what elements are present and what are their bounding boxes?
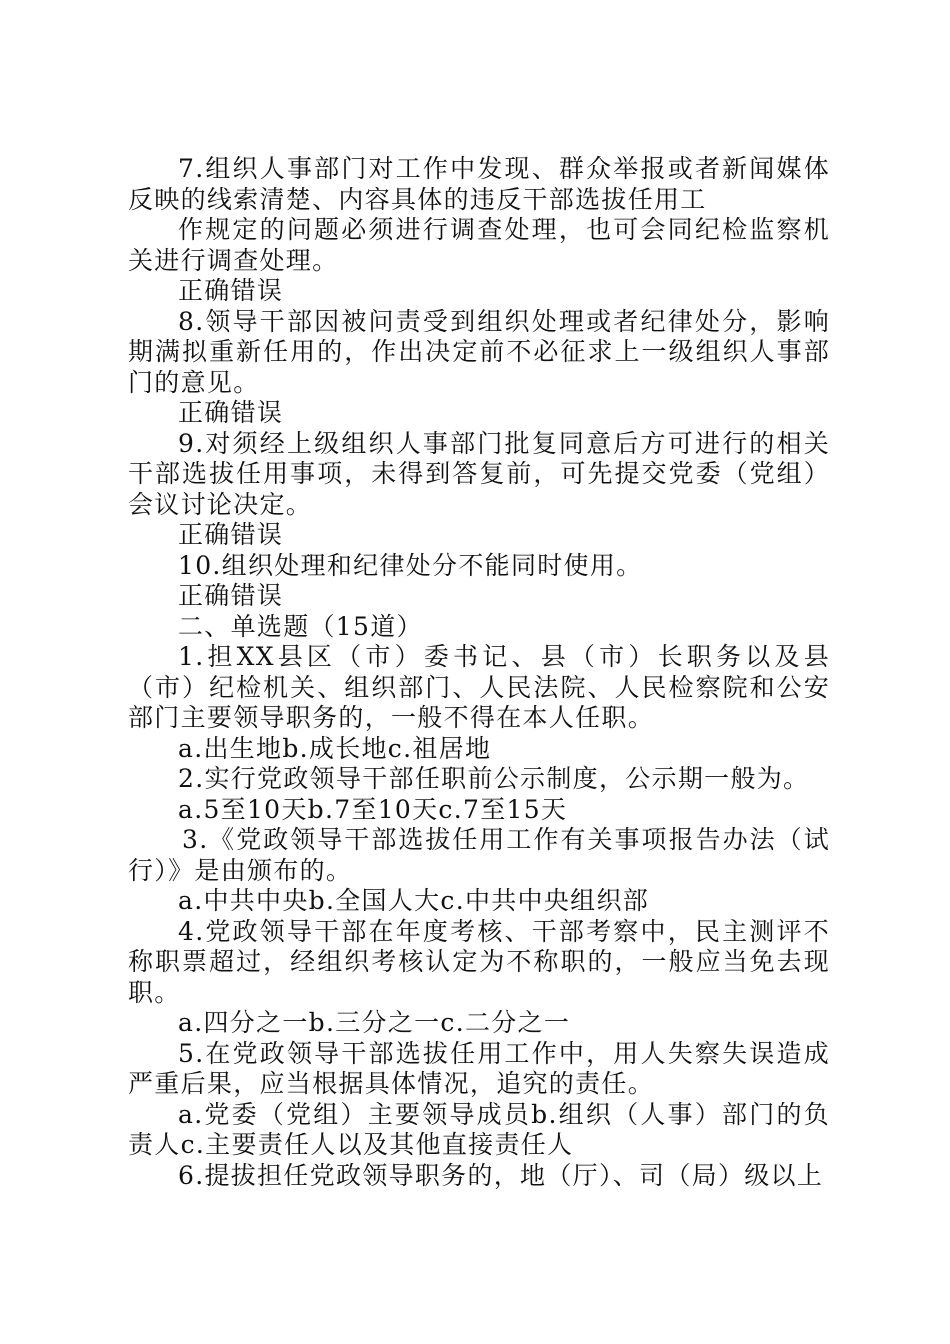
mc-options-2: a.5至10天b.7至10天c.7至15天 (178, 794, 568, 824)
document-body (128, 154, 830, 1191)
question-10: 10.组织处理和纪律处分不能同时使用。 (178, 550, 643, 580)
answer-options-8: 正确错误 (178, 398, 284, 427)
mc-question-2: 2.实行党政领导干部任职前公示制度，公示期一般为。 (178, 764, 810, 793)
section-heading: 二、单选题（15道） (178, 611, 423, 641)
question-8: 8.领导干部因被问责受到组织处理或者纪律处分，影响期满拟重新任用的，作出决定前不必征求上一级组织人事部门的意见。 (128, 306, 830, 397)
mc-options-4: a.四分之一b.三分之一c.二分之一 (178, 1008, 571, 1037)
mc-options-3: a.中共中央b.全国人大c.中共中央组织部 (178, 886, 650, 915)
answer-options-7: 正确错误 (178, 276, 284, 305)
mc-question-4: 4.党政领导干部在年度考核、干部考察中，民主测评不称职票超过，经组织考核认定为不称职的，一般应当免去现职。 (128, 916, 830, 1007)
question-7-part2: 作规定的问题必须进行调查处理，也可会同纪检监察机关进行调查处理。 (128, 215, 830, 275)
mc-question-3: 3.《党政领导干部选拔任用工作有关事项报告办法（试行）》是由颁布的。 (128, 825, 830, 885)
answer-options-10: 正确错误 (178, 581, 284, 610)
mc-question-6: 6.提拔担任党政领导职务的，地（厅）、司（局）级以上 (178, 1160, 824, 1190)
mc-question-1: 1.担XX县区（市）委书记、县（市）长职务以及县（市）纪检机关、组织部门、人民法院、人民检察院和公安部门主要领导职务的，一般不得在本人任职。 (128, 642, 830, 732)
mc-question-5: 5.在党政领导干部选拔任用工作中，用人失察失误造成严重后果，应当根据具体情况，追究的责任。 (128, 1038, 830, 1098)
answer-options-9: 正确错误 (178, 520, 284, 549)
mc-options-1: a.出生地b.成长地c.祖居地 (178, 733, 492, 763)
question-9: 9.对须经上级组织人事部门批复同意后方可进行的相关干部选拔任用事项，未得到答复前，可先提交党委（党组）会议讨论决定。 (128, 428, 830, 519)
mc-options-5: a.党委（党组）主要领导成员b.组织（人事）部门的负责人c.主要责任人以及其他直接责任人 (128, 1099, 830, 1159)
question-7-part1: 7.组织人事部门对工作中发现、群众举报或者新闻媒体反映的线索清楚、内容具体的违反干部选拔任用工 (128, 154, 830, 214)
